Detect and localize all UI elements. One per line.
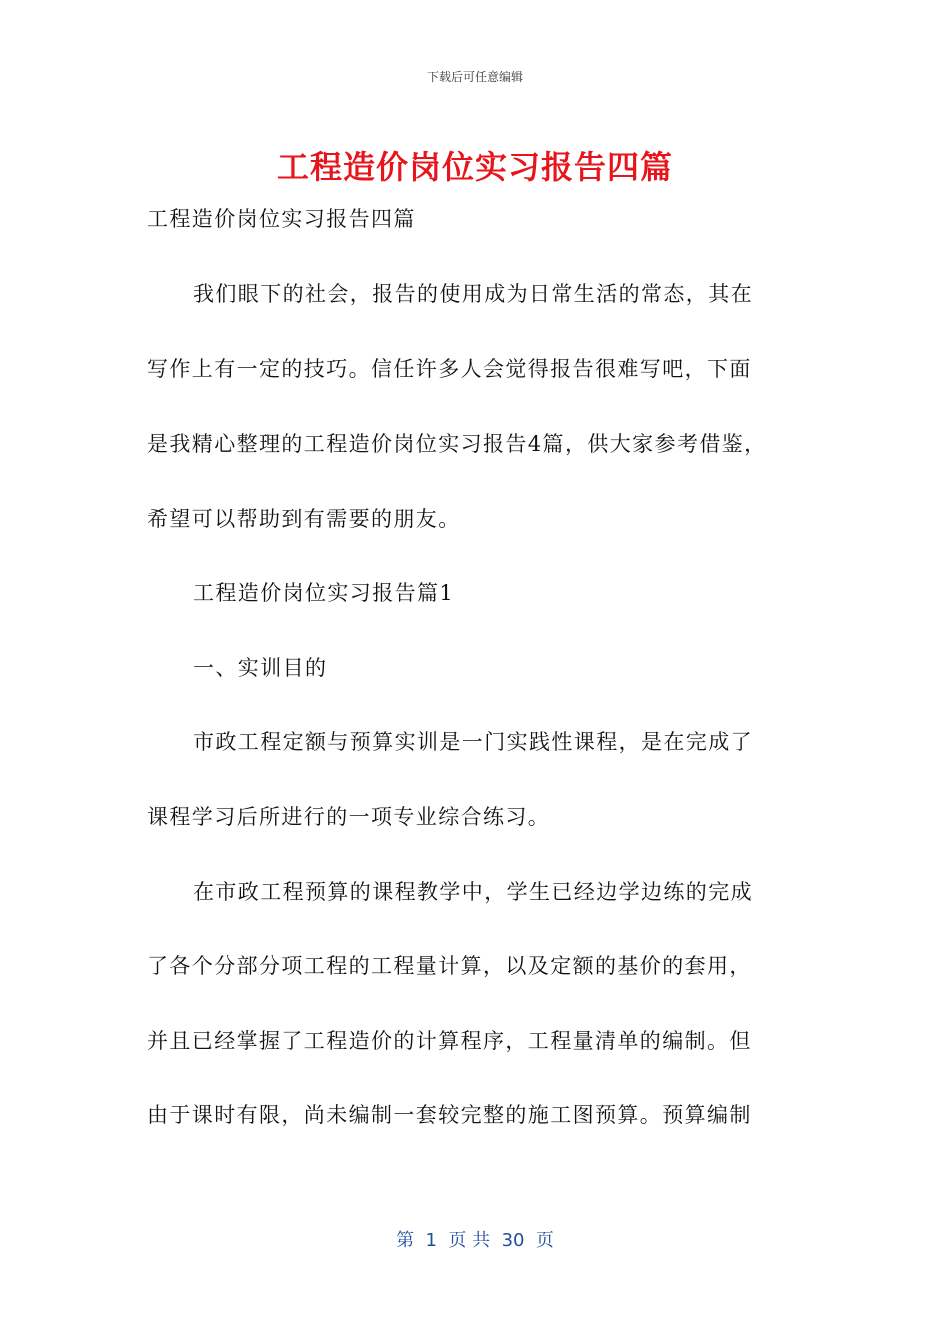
paragraph-line: 是我精心整理的工程造价岗位实习报告4篇，供大家参考借鉴， — [147, 432, 767, 456]
paragraph-line: 了各个分部分项工程的工程量计算，以及定额的基价的套用， — [147, 954, 752, 978]
paragraph-line: 并且已经掌握了工程造价的计算程序，工程量清单的编制。但 — [147, 1029, 752, 1053]
document-title: 工程造价岗位实习报告四篇 — [276, 148, 673, 186]
paragraph-line: 在市政工程预算的课程教学中，学生已经边学边练的完成 — [193, 880, 753, 904]
paragraph-line: 市政工程定额与预算实训是一门实践性课程，是在完成了 — [193, 730, 753, 754]
paragraph-line: 课程学习后所进行的一项专业综合练习。 — [147, 805, 551, 829]
paragraph-line: 希望可以帮助到有需要的朋友。 — [147, 507, 461, 531]
page-number-footer: 第 1 页 共 30 页 — [396, 1230, 554, 1251]
doc-subtitle-line: 工程造价岗位实习报告四篇 — [147, 207, 416, 231]
section-heading: 工程造价岗位实习报告篇1 — [193, 581, 455, 605]
header-note: 下载后可任意编辑 — [426, 70, 523, 84]
paragraph-line: 我们眼下的社会，报告的使用成为日常生活的常态，其在 — [193, 282, 753, 306]
subsection-heading: 一、实训目的 — [193, 656, 328, 680]
paragraph-line: 由于课时有限，尚未编制一套较完整的施工图预算。预算编制 — [147, 1103, 752, 1127]
paragraph-line: 写作上有一定的技巧。信任许多人会觉得报告很难写吧，下面 — [147, 357, 752, 381]
